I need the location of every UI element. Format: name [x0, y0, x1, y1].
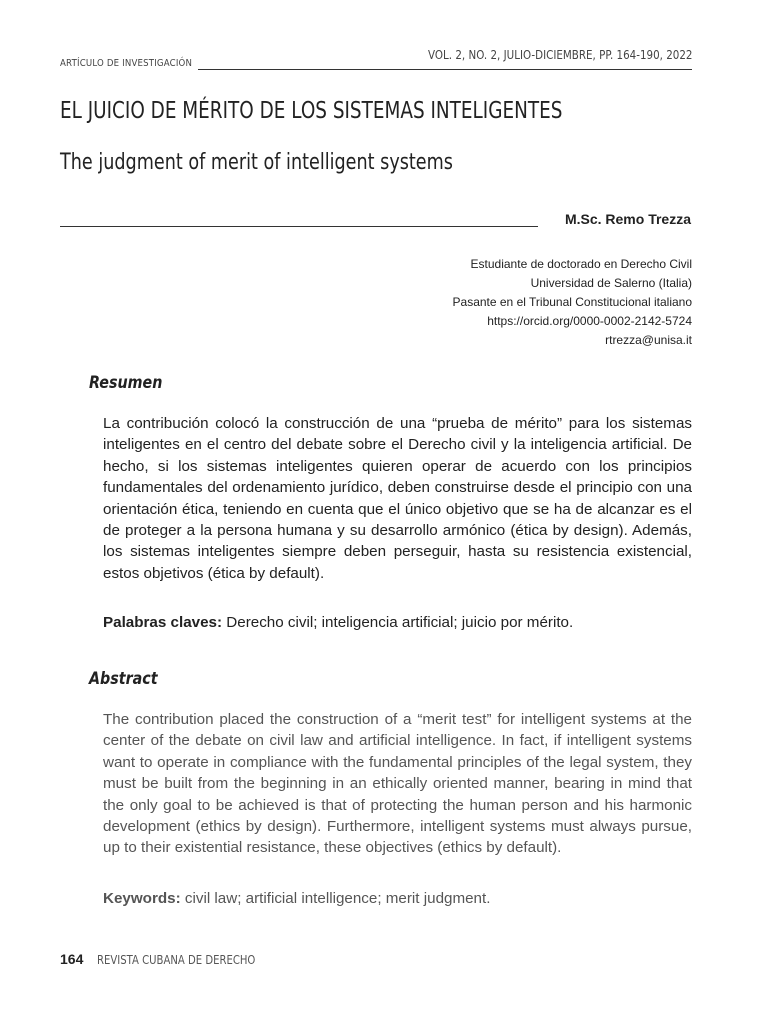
resumen-keywords: [103, 612, 703, 633]
keywords-label: Palabras claves:: [103, 614, 223, 631]
email-link[interactable]: rtrezza@unisa.it: [605, 333, 692, 347]
section-label: ARTÍCULO DE INVESTIGACIÓN: [60, 58, 193, 69]
resumen-text: La contribución colocó la construcción de una “prueba de mérito” para los sistemas inteligentes en el centro del debate sobre el Derecho civil y la inteligencia artificial. De hecho, si los sistemas inteligentes quieren operar de acuerdo con los principios fundamentales del ordenamiento jurídico, deben construirse desde el principio con una orientación ética, teniendo en cuenta que el único objetivo que se ha de alcanzar es el de proteger a la persona humana y su desarrollo armónico (ética by design). Además, los sistemas inteligentes siempre deben perseguir, hasta su resistencia existencial, estos objetivos (ética by default).: [103, 415, 692, 582]
author-rule: [60, 226, 538, 227]
affiliation-line: Pasante en el Tribunal Constitucional italiano: [452, 295, 692, 309]
abstract-text: The contribution placed the construction of a “merit test” for intelligent systems at the center of the debate on civil law and artificial intelligence. In fact, if intelligent systems want to operate in compliance with the fundamental principles of the legal system, they must be built from the beginning in an ethically oriented manner, bearing in mind that the only goal to be achieved is that of protecting the human person and his harmonic development (ethics by design). Furthermore, intelligent systems must always pursue, up to their existential resistance, these objectives (ethics by default).: [103, 711, 692, 857]
journal-name: REVISTA CUBANA DE DERECHO: [97, 953, 256, 967]
resumen-heading: Resumen: [89, 373, 163, 393]
abstract-keywords: [103, 888, 703, 909]
volume-info: VOL. 2, NO. 2, JULIO-DICIEMBRE, PP. 164-190, 2022: [427, 48, 692, 62]
keywords-label: Keywords:: [103, 890, 181, 907]
abstract-heading: Abstract: [89, 669, 158, 689]
article-title-en: The judgment of merit of intelligent systems: [60, 150, 453, 175]
affiliation-line: Estudiante de doctorado en Derecho Civil: [470, 257, 692, 271]
author-name: M.Sc. Remo Trezza: [564, 211, 691, 227]
article-title-es: EL JUICIO DE MÉRITO DE LOS SISTEMAS INTELIGENTES: [60, 98, 563, 124]
affiliation-line: Universidad de Salerno (Italia): [530, 276, 692, 290]
orcid-link[interactable]: https://orcid.org/0000-0002-2142-5724: [487, 314, 692, 328]
keywords-value: Derecho civil; inteligencia artificial; juicio por mérito.: [226, 614, 574, 631]
page-number: 164: [60, 951, 84, 967]
header-rule: [198, 69, 692, 70]
author-affiliation: [453, 255, 692, 350]
keywords-value: civil law; artificial intelligence; merit judgment.: [184, 890, 491, 907]
